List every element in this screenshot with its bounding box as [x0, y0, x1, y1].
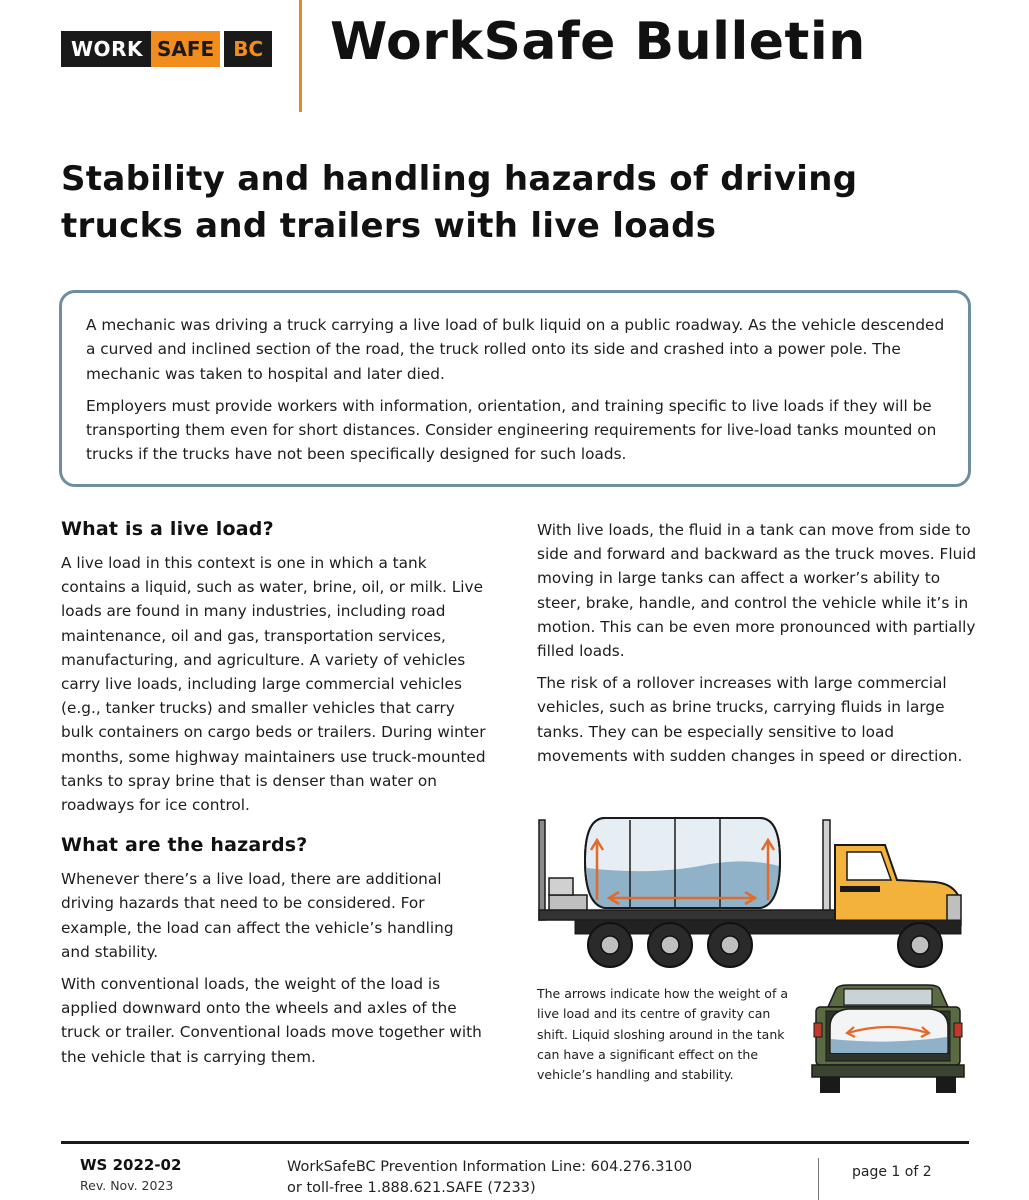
worksafebc-logo — [61, 31, 272, 67]
bulletin-title: WorkSafe Bulletin — [330, 12, 866, 72]
summary-incident: A mechanic was driving a truck carrying a live load of bulk liquid on a public roadway. As the vehicle descended a curved and inclined section of the road, the truck rolled onto its side and crashed into a power pole. The mechanic was taken to hospital and later died. — [86, 316, 945, 383]
footer-rule — [61, 1141, 969, 1144]
para-conventional-loads: With conventional loads, the weight of the load is applied downward onto the wheels and axles of the truck or trailer. Conventional loads move together with the vehicle that is carrying them. — [61, 975, 482, 1066]
page-number: page 1 of 2 — [852, 1164, 932, 1180]
bulletin-code: WS 2022-02 — [80, 1156, 182, 1174]
revision-date: Rev. Nov. 2023 — [80, 1178, 174, 1193]
incident-summary-box — [59, 290, 971, 487]
left-column — [61, 515, 486, 1077]
para-rollover-risk: The risk of a rollover increases with large commercial vehicles, such as brine trucks, carrying fluids in large tanks. They can be especially sensitive to load movements with sudden changes in speed or direction. — [537, 674, 963, 765]
header-divider — [299, 0, 302, 112]
logo-bc: BC — [224, 31, 272, 67]
logo-work: WORK — [61, 31, 151, 67]
info-line-phone: WorkSafeBC Prevention Information Line: 604.276.3100 — [287, 1159, 693, 1175]
heading-hazards: What are the hazards? — [61, 834, 308, 857]
para-hazards-intro: Whenever there’s a live load, there are additional driving hazards that need to be considered. For example, the load can affect the vehicle’s handling and stability. — [61, 870, 454, 961]
illustration-caption: The arrows indicate how the weight of a live load and its centre of gravity can shift. Liquid sloshing around in the tank can have a significant effect on the vehicle’s handling and stability. — [537, 986, 788, 1083]
right-column — [537, 518, 977, 776]
tank-truck-illustration — [535, 800, 975, 980]
heading-what-is-live-load: What is a live load? — [61, 518, 274, 540]
para-fluid-movement: With live loads, the fluid in a tank can move from side to side and forward and backward as the truck moves. Fluid moving in large tanks can affect a worker’s ability to steer, brake, handle, and control the vehicle while it’s in motion. This can be even more pronounced with partially filled loads. — [537, 521, 977, 661]
para-live-load-definition: A live load in this context is one in which a tank contains a liquid, such as water, brine, oil, or milk. Live loads are found in many industries, including road maintenance, oil and gas, transportation services, manufacturing, and agriculture. A variety of vehicles carry live loads, including large commercial vehicles (e.g., tanker trucks) and smaller vehicles that carry bulk containers on cargo beds or trailers. During winter months, some highway maintainers use truck-mounted tanks to spray brine that is denser than water on roadways for ice control. — [61, 554, 486, 815]
pickup-truck-illustration — [808, 983, 968, 1095]
footer-separator — [818, 1158, 819, 1200]
logo-safe: SAFE — [151, 31, 220, 67]
prevention-info-line — [287, 1157, 692, 1199]
info-line-tollfree: or toll-free 1.888.621.SAFE (7233) — [287, 1180, 536, 1196]
page-title: Stability and handling hazards of driving trucks and trailers with live loads — [61, 159, 858, 246]
summary-employer-duty: Employers must provide workers with information, orientation, and training specific to live loads if they will be transporting them even for short distances. Consider engineering requirements for live-load tanks mounted on trucks if the trucks have not been specifically designed for such loads. — [86, 396, 937, 464]
